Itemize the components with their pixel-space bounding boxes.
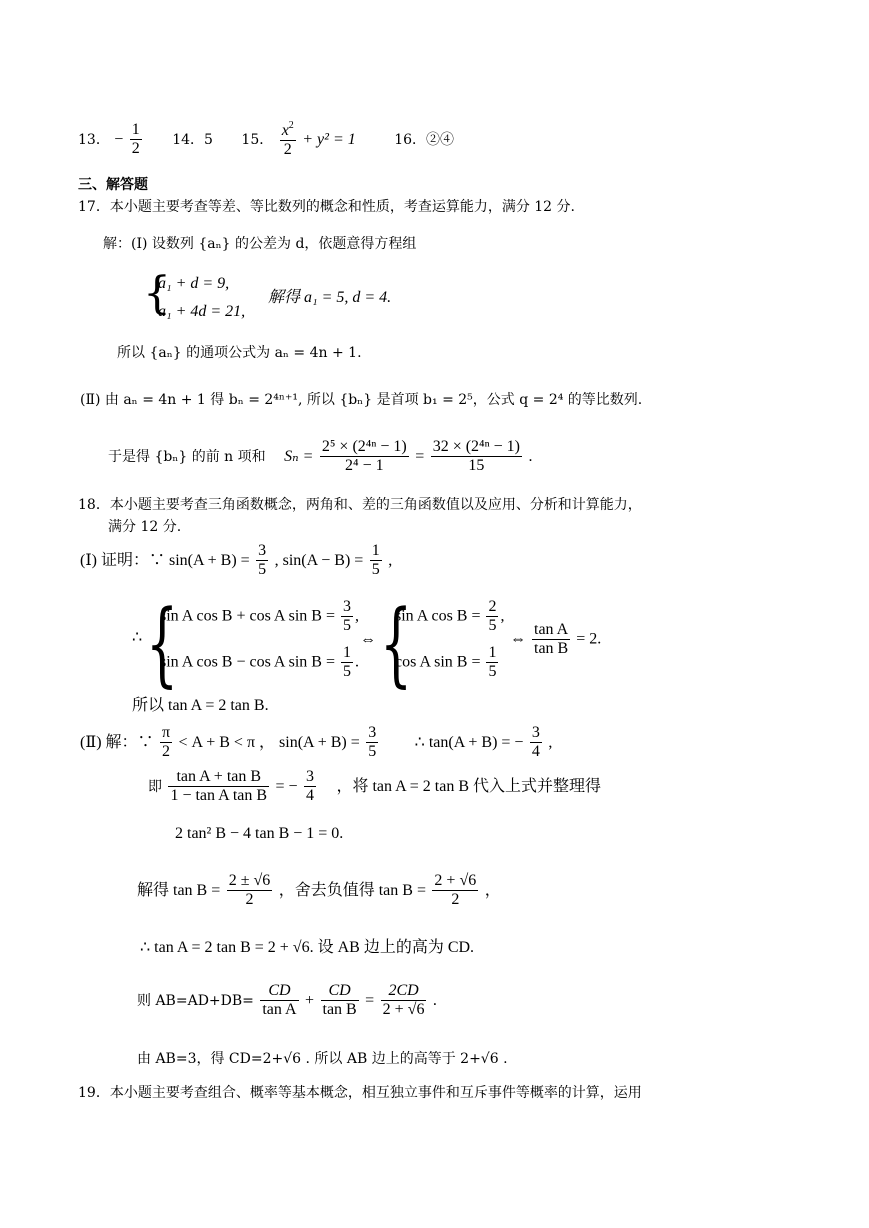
p18-part2 <box>80 724 552 762</box>
p18-frac34: $\frac{3}{4}$ <box>531 724 540 761</box>
p18-sys2a: sin A cos B = $\frac{2}{5}$ , <box>395 598 505 635</box>
p18-quad: 2 tan² B − 4 tan B − 1 = 0. <box>175 825 344 842</box>
q15-fraction: $\frac{x^2}{2}$ <box>281 120 294 159</box>
p18-cd-tanA: $\frac{CD}{\text{tan A}}$ <box>262 982 297 1019</box>
p18-ji: 即 <box>148 778 162 795</box>
p18-brace2: { <box>380 590 413 697</box>
p18-part1 <box>80 542 392 580</box>
p18-concl1: 所以 tan A = 2 tan B. <box>132 697 269 714</box>
p17-part2: (Ⅱ) 由 aₙ = 4n + 1 得 bₙ = 2⁴ⁿ⁺¹, 所以 {bₙ} 是首项 b₁ = 2⁵，公式 q = 2⁴ 的等比数列. <box>80 392 643 408</box>
p17-sum-end: . <box>528 447 533 465</box>
p18-brace1: { <box>146 590 179 697</box>
p17-eq1: a₁ + d = 9, <box>158 275 230 292</box>
p18-ratio-frac: $\frac{\text{tan A}}{\text{tan B}}$ <box>534 621 569 658</box>
p18-sys2a-frac: $\frac{2}{5}$ <box>488 598 497 635</box>
p18-ab-lead: 则 AB=AD+DB= <box>137 992 254 1009</box>
p17-sum-lhs: Sₙ = <box>284 447 314 465</box>
p17-sum <box>108 438 532 476</box>
p18-pi-frac: $\frac{\pi}{2}$ <box>162 724 171 761</box>
p19-intro: 19．本小题主要考查组合、概率等基本概念，相互独立事件和互斥事件等概率的计算，运用 <box>78 1085 642 1101</box>
p18-ab-end: . <box>432 991 437 1009</box>
p18-sys1a: sin A cos B + cos A sin B = $\frac{3}{5}$ , <box>160 598 359 635</box>
p17-intro: 17．本小题主要考查等差、等比数列的概念和性质，考查运算能力，满分 12 分. <box>78 199 575 215</box>
p17-brace: { <box>143 268 171 319</box>
p18-ji-line <box>148 768 601 806</box>
p17-sum-eq: = <box>415 447 425 465</box>
p18-ab-line <box>137 982 437 1020</box>
p18-therefore: ∴ <box>132 629 143 646</box>
q14-answer: 14．5 <box>172 131 213 148</box>
q13-minus: − <box>114 130 124 148</box>
p18-intro1: 18．本小题主要考查三角函数概念，两角和、差的三角函数值以及应用、分析和计算能力， <box>78 497 642 513</box>
p18-part2-mid: < A + B < π ， sin(A + B) = <box>178 733 360 751</box>
p18-sys1b-frac: $\frac{1}{5}$ <box>342 644 351 681</box>
p18-tanA: ∴ tan A = 2 tan B = 2 + √6. 设 AB 边上的高为 CD. <box>140 939 475 956</box>
p18-frac-15: $\frac{1}{5}$ <box>371 542 380 579</box>
p18-solve2-frac: $\frac{2 + √6}{2}$ <box>434 872 477 909</box>
q15-label: 15． <box>241 131 274 148</box>
p18-plus: + <box>305 991 315 1009</box>
p17-solve: 解得 a₁ = 5, d = 4. <box>268 289 392 306</box>
p18-solve-line <box>137 872 501 910</box>
p18-eq: = <box>365 991 375 1009</box>
p18-sys2b: cos A sin B = $\frac{1}{5}$ <box>395 644 497 681</box>
q13-label: 13． <box>78 131 110 148</box>
p18-tsum-tail: ，将 tan A = 2 tan B 代入上式并整理得 <box>336 777 602 795</box>
p18-part2-lead: (Ⅱ) 解：∵ <box>80 733 154 751</box>
p18-tsum-rhs: = − <box>275 777 298 795</box>
p17-eq2: a₁ + 4d = 21, <box>158 303 246 320</box>
q16-answer: 16．②④ <box>394 131 455 148</box>
p17-part1-intro: 解：(Ⅰ) 设数列 {aₙ} 的公差为 d，依题意得方程组 <box>103 236 417 252</box>
p18-iff1: ⇔ <box>360 631 376 648</box>
p18-part2-then: ∴ tan(A + B) = − <box>414 733 524 751</box>
p18-solve-mid: ，舍去负值得 tan B = <box>278 881 426 899</box>
answer-row <box>78 120 454 160</box>
p18-ratio: ⇔ $\frac{\text{tan A}}{\text{tan B}}$ = 2. <box>510 621 602 658</box>
p18-sys1b: sin A cos B − cos A sin B = $\frac{1}{5}$ . <box>160 644 359 681</box>
p18-intro2: 满分 12 分. <box>108 519 182 535</box>
p17-sum-frac2: $\frac{\text{32 × (2⁴ⁿ − 1)}}{15}$ <box>432 438 521 475</box>
p18-solve-frac: $\frac{2 \pm √6}{2}$ <box>228 872 271 909</box>
q15-rest: + y² = 1 <box>302 130 356 148</box>
p18-solve-end: ， <box>484 881 501 899</box>
p18-part2-frac35: $\frac{3}{5}$ <box>368 724 377 761</box>
p18-2cd: $\frac{2CD}{2 + √6}$ <box>382 982 425 1019</box>
p18-part1-lead: (Ⅰ) 证明：∵ sin(A + B) = <box>80 551 250 569</box>
p17-general: 所以 {aₙ} 的通项公式为 aₙ = 4n + 1. <box>117 345 362 361</box>
section-title: 三、解答题 <box>78 177 148 193</box>
p18-solve-lead: 解得 tan B = <box>137 881 221 899</box>
p18-mid1: , sin(A − B) = <box>274 551 364 569</box>
p18-cd-tanB: $\frac{CD}{\text{tan B}}$ <box>322 982 357 1019</box>
q13-fraction: $\frac{1}{2}$ <box>131 121 140 158</box>
p18-part2-comma: , <box>548 733 553 751</box>
p17-sum-frac1: $\frac{\text{2⁵ × (2⁴ⁿ − 1)}}{\text{2⁴ − 1}}$ <box>321 438 407 475</box>
p18-end1: , <box>388 551 393 569</box>
p17-sum-lead: 于是得 {bₙ} 的前 n 项和 <box>108 448 266 465</box>
p18-tsum-frac34: $\frac{3}{4}$ <box>305 768 314 805</box>
p18-frac-35: $\frac{3}{5}$ <box>258 542 267 579</box>
p18-tsum-frac: $\frac{\text{tan A + tan B}}{\text{1 − tan A tan B}}$ <box>170 768 268 805</box>
p18-sys2b-frac: $\frac{1}{5}$ <box>488 644 497 681</box>
p18-final: 由 AB=3，得 CD=2+√6 . 所以 AB 边上的高等于 2+√6 . <box>137 1051 508 1067</box>
p18-sys1a-frac: $\frac{3}{5}$ <box>342 598 351 635</box>
